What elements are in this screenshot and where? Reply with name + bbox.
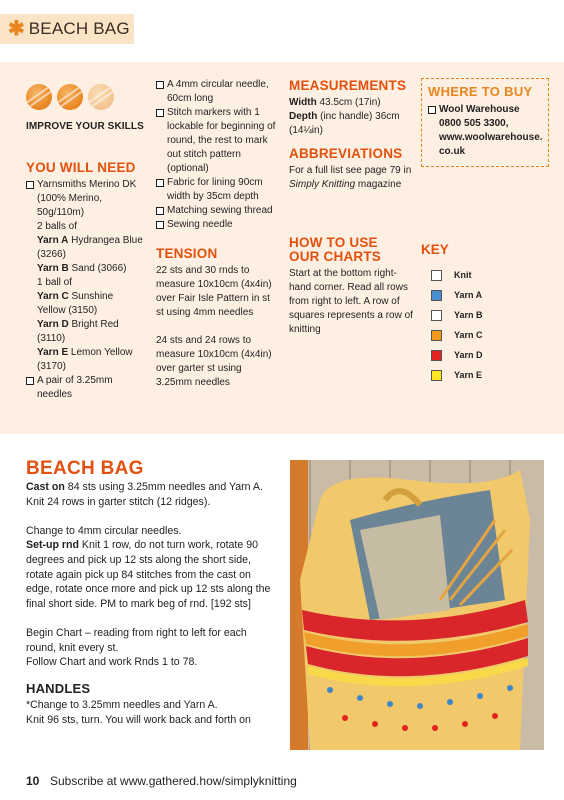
key-label: Yarn C xyxy=(454,330,483,340)
key-list xyxy=(421,265,551,385)
pattern-body xyxy=(26,480,276,728)
yarn-qty: 2 balls of xyxy=(37,221,78,232)
abbr-text: magazine xyxy=(355,179,402,190)
page-number: 10 xyxy=(26,774,40,788)
cast-on-label: Cast on xyxy=(26,481,65,493)
swatch-icon xyxy=(431,370,442,381)
charts-text: Start at the bottom right-hand corner. Read all rows from right to left. A row of squares represents a row of knitting xyxy=(289,268,413,335)
page-footer xyxy=(0,756,564,800)
checkbox-icon[interactable] xyxy=(428,106,436,114)
measurements-column xyxy=(289,78,413,337)
checkbox-icon[interactable] xyxy=(156,221,164,229)
checklist-item[interactable] xyxy=(26,178,144,220)
key-item xyxy=(421,285,551,305)
supply-text: Matching sewing thread xyxy=(167,205,273,216)
charts-heading-line: OUR CHARTS xyxy=(289,249,381,264)
section-tab xyxy=(0,14,134,44)
where-to-buy-text: Wool Warehouse 0800 505 3300, www.woolwarehouse. co.uk xyxy=(439,104,543,157)
yarn-entry xyxy=(37,318,144,346)
supply-text: Sewing needle xyxy=(167,219,233,230)
supplies-column xyxy=(156,78,278,390)
checkbox-icon[interactable] xyxy=(156,179,164,187)
depth-line xyxy=(289,110,413,138)
yarn-entry xyxy=(37,234,144,262)
yarn-colour: Bright Red (3110) xyxy=(37,319,119,344)
charts-heading-line: HOW TO USE xyxy=(289,235,378,250)
pattern-title: BEACH BAG xyxy=(26,458,144,479)
checkbox-icon[interactable] xyxy=(156,81,164,89)
key-item xyxy=(421,365,551,385)
yarn-colour: Hydrangea Blue (3266) xyxy=(37,235,143,260)
yarn-name: Yarn D xyxy=(37,319,69,330)
key-item xyxy=(421,325,551,345)
subscribe-link[interactable]: Subscribe at www.gathered.how/simplyknitting xyxy=(50,774,297,788)
yarn-ball-icon xyxy=(26,84,52,110)
chart-instruction: Begin Chart – reading from right to left for each round, knit every st. xyxy=(26,626,247,654)
where-to-buy-heading: WHERE TO BUY xyxy=(428,84,533,99)
key-item xyxy=(421,265,551,285)
abbreviations-heading: ABBREVIATIONS xyxy=(289,146,403,161)
skill-label: IMPROVE YOUR SKILLS xyxy=(26,121,144,132)
change-needles: Change to 4mm circular needles. xyxy=(26,524,182,537)
charts-heading xyxy=(289,236,413,264)
yarn-ball-icon xyxy=(57,84,83,110)
key-heading: KEY xyxy=(421,242,449,257)
checkbox-icon[interactable] xyxy=(156,207,164,215)
cast-on-paragraph xyxy=(26,480,276,509)
tension-text: 24 sts and 24 rows to measure 10x10cm (4x4in) over garter st using 3.25mm needles xyxy=(156,335,272,388)
width-label: Width xyxy=(289,97,317,108)
yarn-name: Yarn E xyxy=(37,347,69,358)
yarn-entry xyxy=(37,290,144,318)
width-line xyxy=(289,96,413,110)
handles-text: *Change to 3.25mm needles and Yarn A. xyxy=(26,699,218,712)
checkbox-icon[interactable] xyxy=(26,377,34,385)
chart-instruction: Follow Chart and work Rnds 1 to 78. xyxy=(26,656,198,669)
abbr-text: For a full list see page 79 in xyxy=(289,165,412,176)
tension-text: 22 sts and 30 rnds to measure 10x10cm (4x4in) over Fair Isle Pattern in st st using 4mm needles xyxy=(156,265,272,318)
watermark: PassionForum.ru xyxy=(475,780,552,791)
yarn-list xyxy=(26,220,144,374)
buy-key-column xyxy=(421,78,551,385)
bag-illustration xyxy=(290,460,544,750)
needles-text: A pair of 3.25mm needles xyxy=(37,375,113,400)
needs-column xyxy=(26,78,144,402)
skill-level-icons xyxy=(26,84,144,110)
you-will-need-heading: YOU WILL NEED xyxy=(26,160,136,175)
width-value: 43.5cm (17in) xyxy=(319,97,381,108)
checklist-item[interactable] xyxy=(156,204,278,218)
checklist-item[interactable] xyxy=(156,106,278,176)
cast-on-text: 84 sts using 3.25mm needles and Yarn A. Knit 24 rows in garter stitch (12 ridges). xyxy=(26,481,263,508)
checkbox-icon[interactable] xyxy=(26,181,34,189)
asterisk-icon: ✱ xyxy=(8,18,25,40)
depth-value: (inc handle) 36cm (14¼in) xyxy=(289,111,400,136)
abbreviations-text xyxy=(289,164,413,192)
checkbox-icon[interactable] xyxy=(156,109,164,117)
key-label: Yarn A xyxy=(454,290,483,300)
supply-text: Fabric for lining 90cm width by 35cm depth xyxy=(167,177,263,202)
yarn-entry xyxy=(37,346,144,374)
yarn-colour: Sand (3066) xyxy=(71,263,127,274)
setup-label: Set-up rnd xyxy=(26,539,79,552)
key-label: Yarn D xyxy=(454,350,483,360)
swatch-icon xyxy=(431,290,442,301)
swatch-icon xyxy=(431,330,442,341)
swatch-icon xyxy=(431,270,442,281)
yarn-name: Yarn C xyxy=(37,291,69,302)
yarn-intro: Yarnsmiths Merino DK (100% Merino, 50g/110m) xyxy=(37,179,137,218)
checklist-item[interactable] xyxy=(156,78,278,106)
key-item xyxy=(421,345,551,365)
yarn-colour: Sunshine Yellow (3150) xyxy=(37,291,114,316)
swatch-icon xyxy=(431,350,442,361)
supply-text: A 4mm circular needle, 60cm long xyxy=(167,79,269,104)
measurements-heading: MEASUREMENTS xyxy=(289,78,407,93)
setup-paragraph xyxy=(26,538,276,611)
tension-heading: TENSION xyxy=(156,246,218,261)
checklist-item[interactable] xyxy=(156,176,278,204)
checklist-item[interactable] xyxy=(26,374,144,402)
supply-text: Stitch markers with 1 lockable for beginning of round, the rest to mark out stitch pattern (optional) xyxy=(167,107,276,174)
key-label: Yarn E xyxy=(454,370,483,380)
checklist-item[interactable] xyxy=(156,218,278,232)
depth-label: Depth xyxy=(289,111,318,122)
yarn-ball-icon xyxy=(88,84,114,110)
beach-bag-photo xyxy=(290,460,544,750)
yarn-entry xyxy=(37,262,144,276)
yarn-colour: Lemon Yellow (3170) xyxy=(37,347,133,372)
key-item xyxy=(421,305,551,325)
yarn-qty: 1 ball of xyxy=(37,277,73,288)
section-title: BEACH BAG xyxy=(28,19,130,38)
yarn-name: Yarn A xyxy=(37,235,69,246)
where-to-buy-box xyxy=(421,78,549,167)
checklist-item[interactable] xyxy=(428,103,543,159)
yarn-name: Yarn B xyxy=(37,263,69,274)
key-label: Yarn B xyxy=(454,310,483,320)
key-label: Knit xyxy=(454,270,472,280)
handles-text: Knit 96 sts, turn. You will work back and forth on xyxy=(26,713,251,726)
swatch-icon xyxy=(431,310,442,321)
handles-heading: HANDLES xyxy=(26,680,91,696)
setup-text: Knit 1 row, do not turn work, rotate 90 degrees and pick up 12 sts along the short side, rotate again pick up 84 stitches from the cast on edge, rotate once more and pick up 12 sts along the final short side. PM to mark beg of rnd. [192 sts] xyxy=(26,539,271,610)
magazine-name: Simply Knitting xyxy=(289,179,356,190)
